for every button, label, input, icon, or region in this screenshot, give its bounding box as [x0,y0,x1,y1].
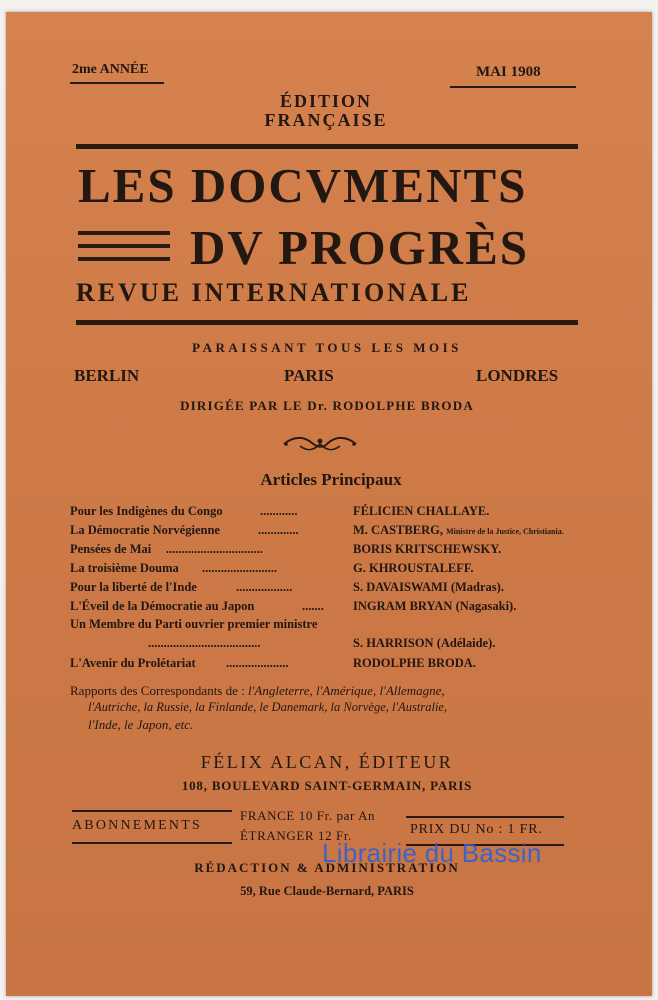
publisher-name: FÉLIX ALCAN, ÉDITEUR [200,752,454,772]
toc-row [70,654,590,672]
title-subtitle: REVUE INTERNATIONALE [76,278,472,307]
article-author: S. DAVAISWAMI (Madras). [353,580,504,594]
leader-dots: .................. [236,580,293,594]
rapports-countries-2: l'Autriche, la Russie, la Finlande, le Danemark, la Norvège, l'Australie, [88,700,448,714]
frequency-line: PARAISSANT TOUS LES MOIS [192,340,462,355]
rapports-line-1 [70,682,590,699]
article-title: La Démocratie Norvégienne [70,523,220,537]
date-underline [450,86,576,88]
edition-label [206,92,446,130]
title-deco-bar-1 [78,231,170,235]
annee-underline [70,82,164,84]
subscription-france: FRANCE 10 Fr. par An [240,808,376,823]
article-author: S. HARRISON (Adélaide). [353,636,496,650]
rapports-countries-1: l'Angleterre, l'Amérique, l'Allemagne, [248,683,445,698]
toc-row [70,502,590,520]
rapports-line-3 [70,716,590,733]
title-bottom-rule [76,320,578,325]
leader-dots: ....... [302,599,324,613]
redaction-address: 59, Rue Claude-Bernard, PARIS [240,884,414,898]
leader-dots: ............. [258,523,299,537]
city-paris: PARIS [284,366,334,385]
article-author: BORIS KRITSCHEWSKY. [353,542,502,556]
issue-price: PRIX DU No : 1 FR. [410,822,543,837]
director-line: DIRIGÉE PAR LE Dr. RODOLPHE BRODA [180,398,474,413]
toc-row [70,578,590,596]
author-note: Ministre de la Justice, Christiania. [446,527,564,536]
rapports-line-2 [70,699,590,716]
article-title: L'Éveil de la Démocratie au Japon [70,599,255,613]
publisher-address: 108, BOULEVARD SAINT-GERMAIN, PARIS [181,778,473,793]
rapports-countries-3: l'Inde, le Japon, etc. [88,717,194,732]
leader-dots: ............................... [166,542,263,556]
toc-row [70,616,590,652]
edition-line-2: FRANÇAISE [264,110,388,130]
edition-line-1: ÉDITION [279,91,373,111]
city-berlin: BERLIN [74,366,140,385]
article-author: FÉLICIEN CHALLAYE. [353,504,490,518]
watermark-text: Librairie du Bassin [322,838,542,868]
leader-dots: ............ [260,504,298,518]
annee-label: 2me ANNÉE [72,62,149,77]
issue-date: MAI 1908 [476,64,541,80]
toc-row [70,521,590,539]
article-author: RODOLPHE BRODA. [353,656,476,670]
article-title: L'Avenir du Prolétariat [70,656,196,670]
leader-dots: .................... [226,656,289,670]
subscription-label: ABONNEMENTS [72,818,202,833]
title-top-rule [76,144,578,149]
leader-dots: .................................... [148,636,261,650]
sub-bottom-rule-left [72,842,232,844]
rapports-lead: Rapports des Correspondants de : [70,683,245,698]
title-deco-bar-3 [78,257,170,261]
title-deco-bar-2 [78,244,170,248]
article-title: Un Membre du Parti ouvrier premier ministre [70,617,318,631]
article-title: La troisième Douma [70,561,179,575]
toc-row [70,540,590,558]
sub-top-rule-right [406,816,564,818]
leader-dots: ........................ [202,561,277,575]
article-title: Pensées de Mai [70,542,152,556]
ornament-flourish-icon [280,432,360,454]
article-author: INGRAM BRYAN (Nagasaki). [353,599,517,613]
toc-row [70,597,590,615]
article-author [353,521,564,541]
author-name: M. CASTBERG, [353,523,443,537]
article-title: Pour les Indigènes du Congo [70,504,223,518]
rapports-block [70,682,590,733]
article-title: Pour la liberté de l'Inde [70,580,197,594]
articles-heading: Articles Principaux [260,470,402,489]
subscription-etranger: ÉTRANGER 12 Fr. [240,828,352,843]
article-author: G. KHROUSTALEFF. [353,561,474,575]
title-line-2: DV PROGRÈS [190,220,530,275]
redaction-title: RÉDACTION & ADMINISTRATION [194,860,460,875]
city-londres: LONDRES [476,366,559,385]
title-line-1: LES DOCVMENTS [78,158,528,213]
sub-top-rule-left [72,810,232,812]
toc-row [70,559,590,577]
